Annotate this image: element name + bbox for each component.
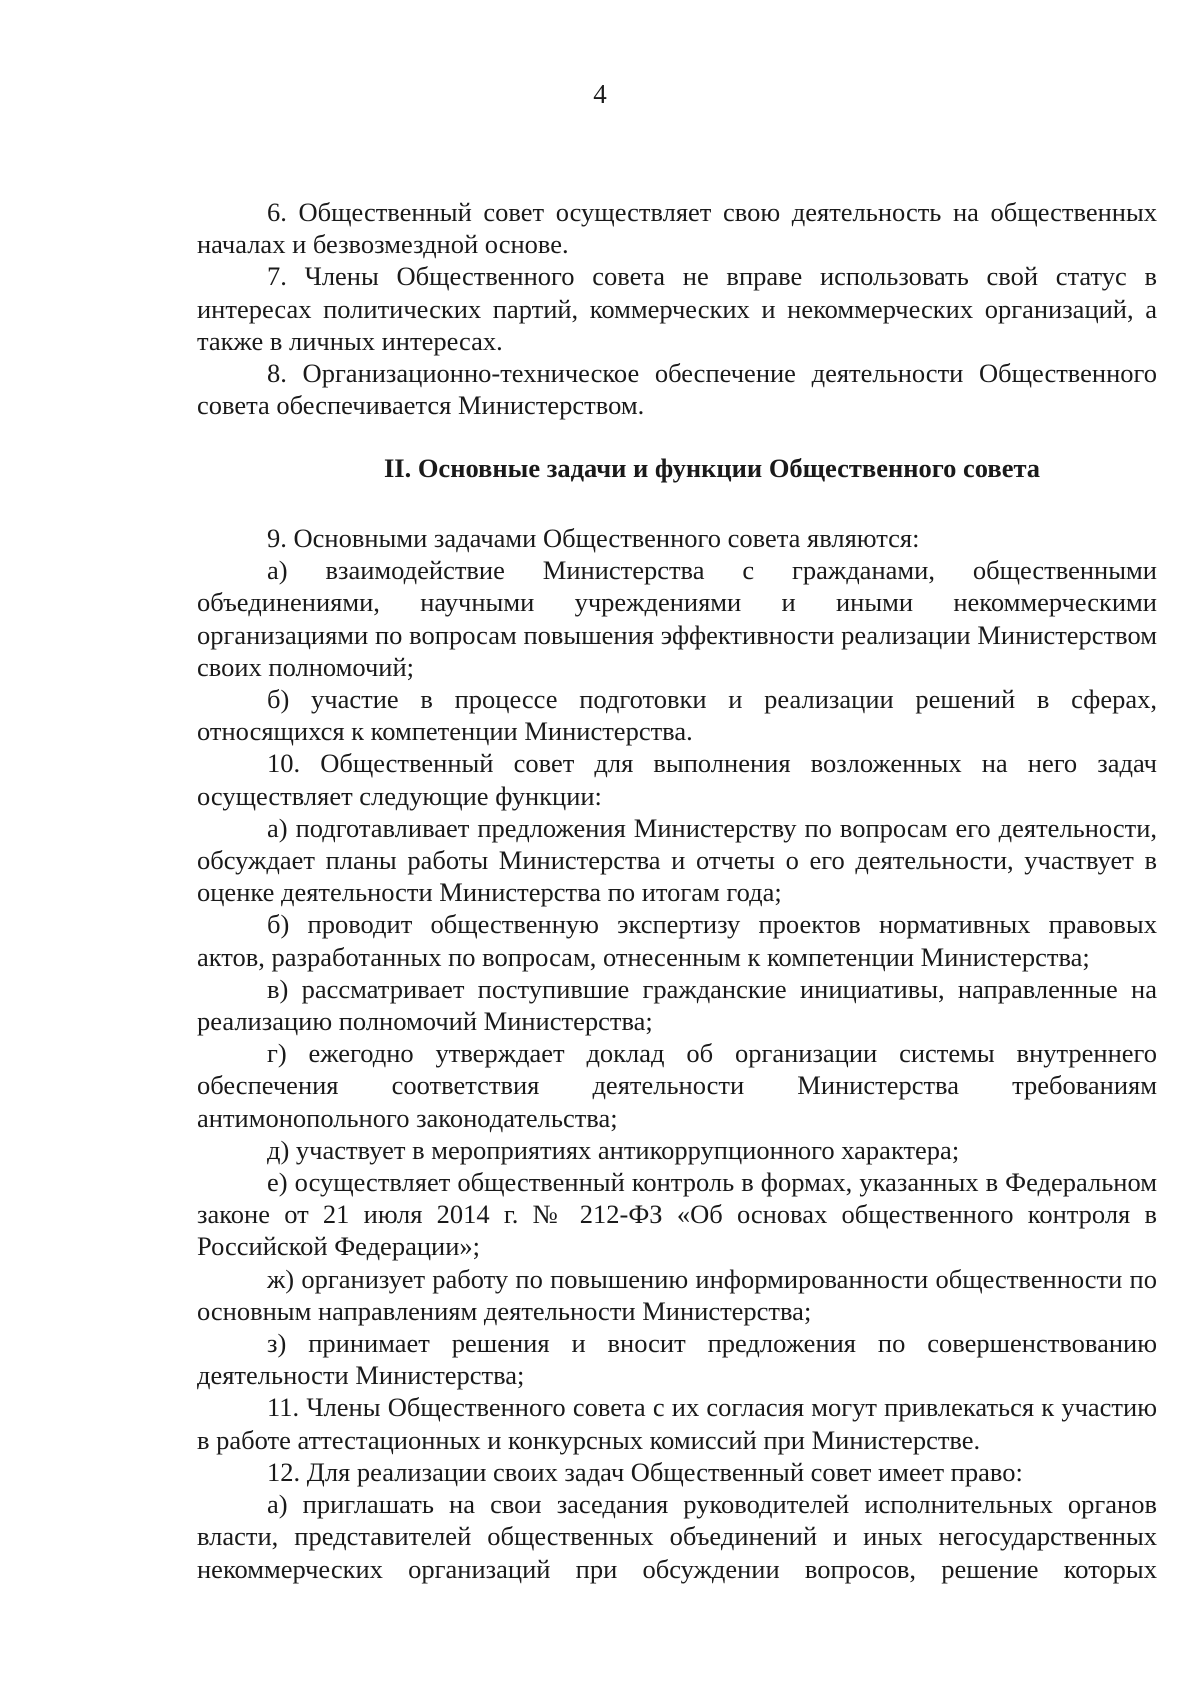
paragraph-9a: а) взаимодействие Министерства с гражданами, общественными объединениями, научными учреждениями и иными некоммерческими организациями по вопросам повышения эффективности реализации Министерством своих полномочий; (197, 555, 1157, 682)
paragraph-10z: з) принимает решения и вносит предложения по совершенствованию деятельности Министерства; (197, 1328, 1157, 1391)
paragraph-10b: б) проводит общественную экспертизу проектов нормативных правовых актов, разработанных по вопросам, отнесенным к компетенции Министерства; (197, 909, 1157, 972)
paragraph-10g: г) ежегодно утверждает доклад об организации системы внутреннего обеспечения соответствия деятельности Министерства требованиям антимонопольного законодательства; (197, 1038, 1157, 1133)
paragraph-9b: б) участие в процессе подготовки и реализации решений в сферах, относящихся к компетенции Министерства. (197, 684, 1157, 747)
paragraph-12a: а) приглашать на свои заседания руководителей исполнительных органов власти, представителей общественных объединений и иных негосударственных некоммерческих организаций при обсуждении вопросов, решение которых (197, 1489, 1157, 1584)
section-heading: II. Основные задачи и функции Общественного совета (383, 453, 1041, 483)
paragraph-6: 6. Общественный совет осуществляет свою деятельность на общественных началах и безвозмездной основе. (197, 197, 1157, 260)
paragraph-10e: е) осуществляет общественный контроль в формах, указанных в Федеральном законе от 21 июля 2014 г. № 212-ФЗ «Об основах общественного контроля в Российской Федерации»; (197, 1167, 1157, 1262)
paragraph-11: 11. Члены Общественного совета с их согласия могут привлекаться к участию в работе аттестационных и конкурсных комиссий при Министерстве. (197, 1392, 1157, 1455)
paragraph-10v: в) рассматривает поступившие гражданские инициативы, направленные на реализацию полномочий Министерства; (197, 973, 1157, 1037)
paragraph-10: 10. Общественный совет для выполнения возложенных на него задач осуществляет следующие функции: (197, 748, 1157, 811)
paragraphs-top (197, 196, 1157, 421)
paragraph-9: 9. Основными задачами Общественного совета являются: (267, 523, 920, 553)
paragraph-7: 7. Члены Общественного совета не вправе использовать свой статус в интересах политических партий, коммерческих и некоммерческих организаций, а также в личных интересах. (197, 261, 1157, 356)
page-number: 4 (593, 79, 607, 109)
paragraphs-main (197, 522, 1157, 1585)
paragraph-10zh: ж) организует работу по повышению информированности общественности по основным направлениям деятельности Министерства; (197, 1263, 1157, 1326)
paragraph-10d: д) участвует в мероприятиях антикоррупционного характера; (267, 1134, 960, 1165)
paragraph-12: 12. Для реализации своих задач Общественный совет имеет право: (267, 1456, 1023, 1487)
paragraph-10a: а) подготавливает предложения Министерству по вопросам его деятельности, обсуждает планы работы Министерства и отчеты о его деятельности, участвует в оценке деятельности Министерства по итогам года; (197, 812, 1157, 908)
paragraph-8: 8. Организационно-техническое обеспечение деятельности Общественного совета обеспечивается Министерством. (197, 358, 1157, 421)
